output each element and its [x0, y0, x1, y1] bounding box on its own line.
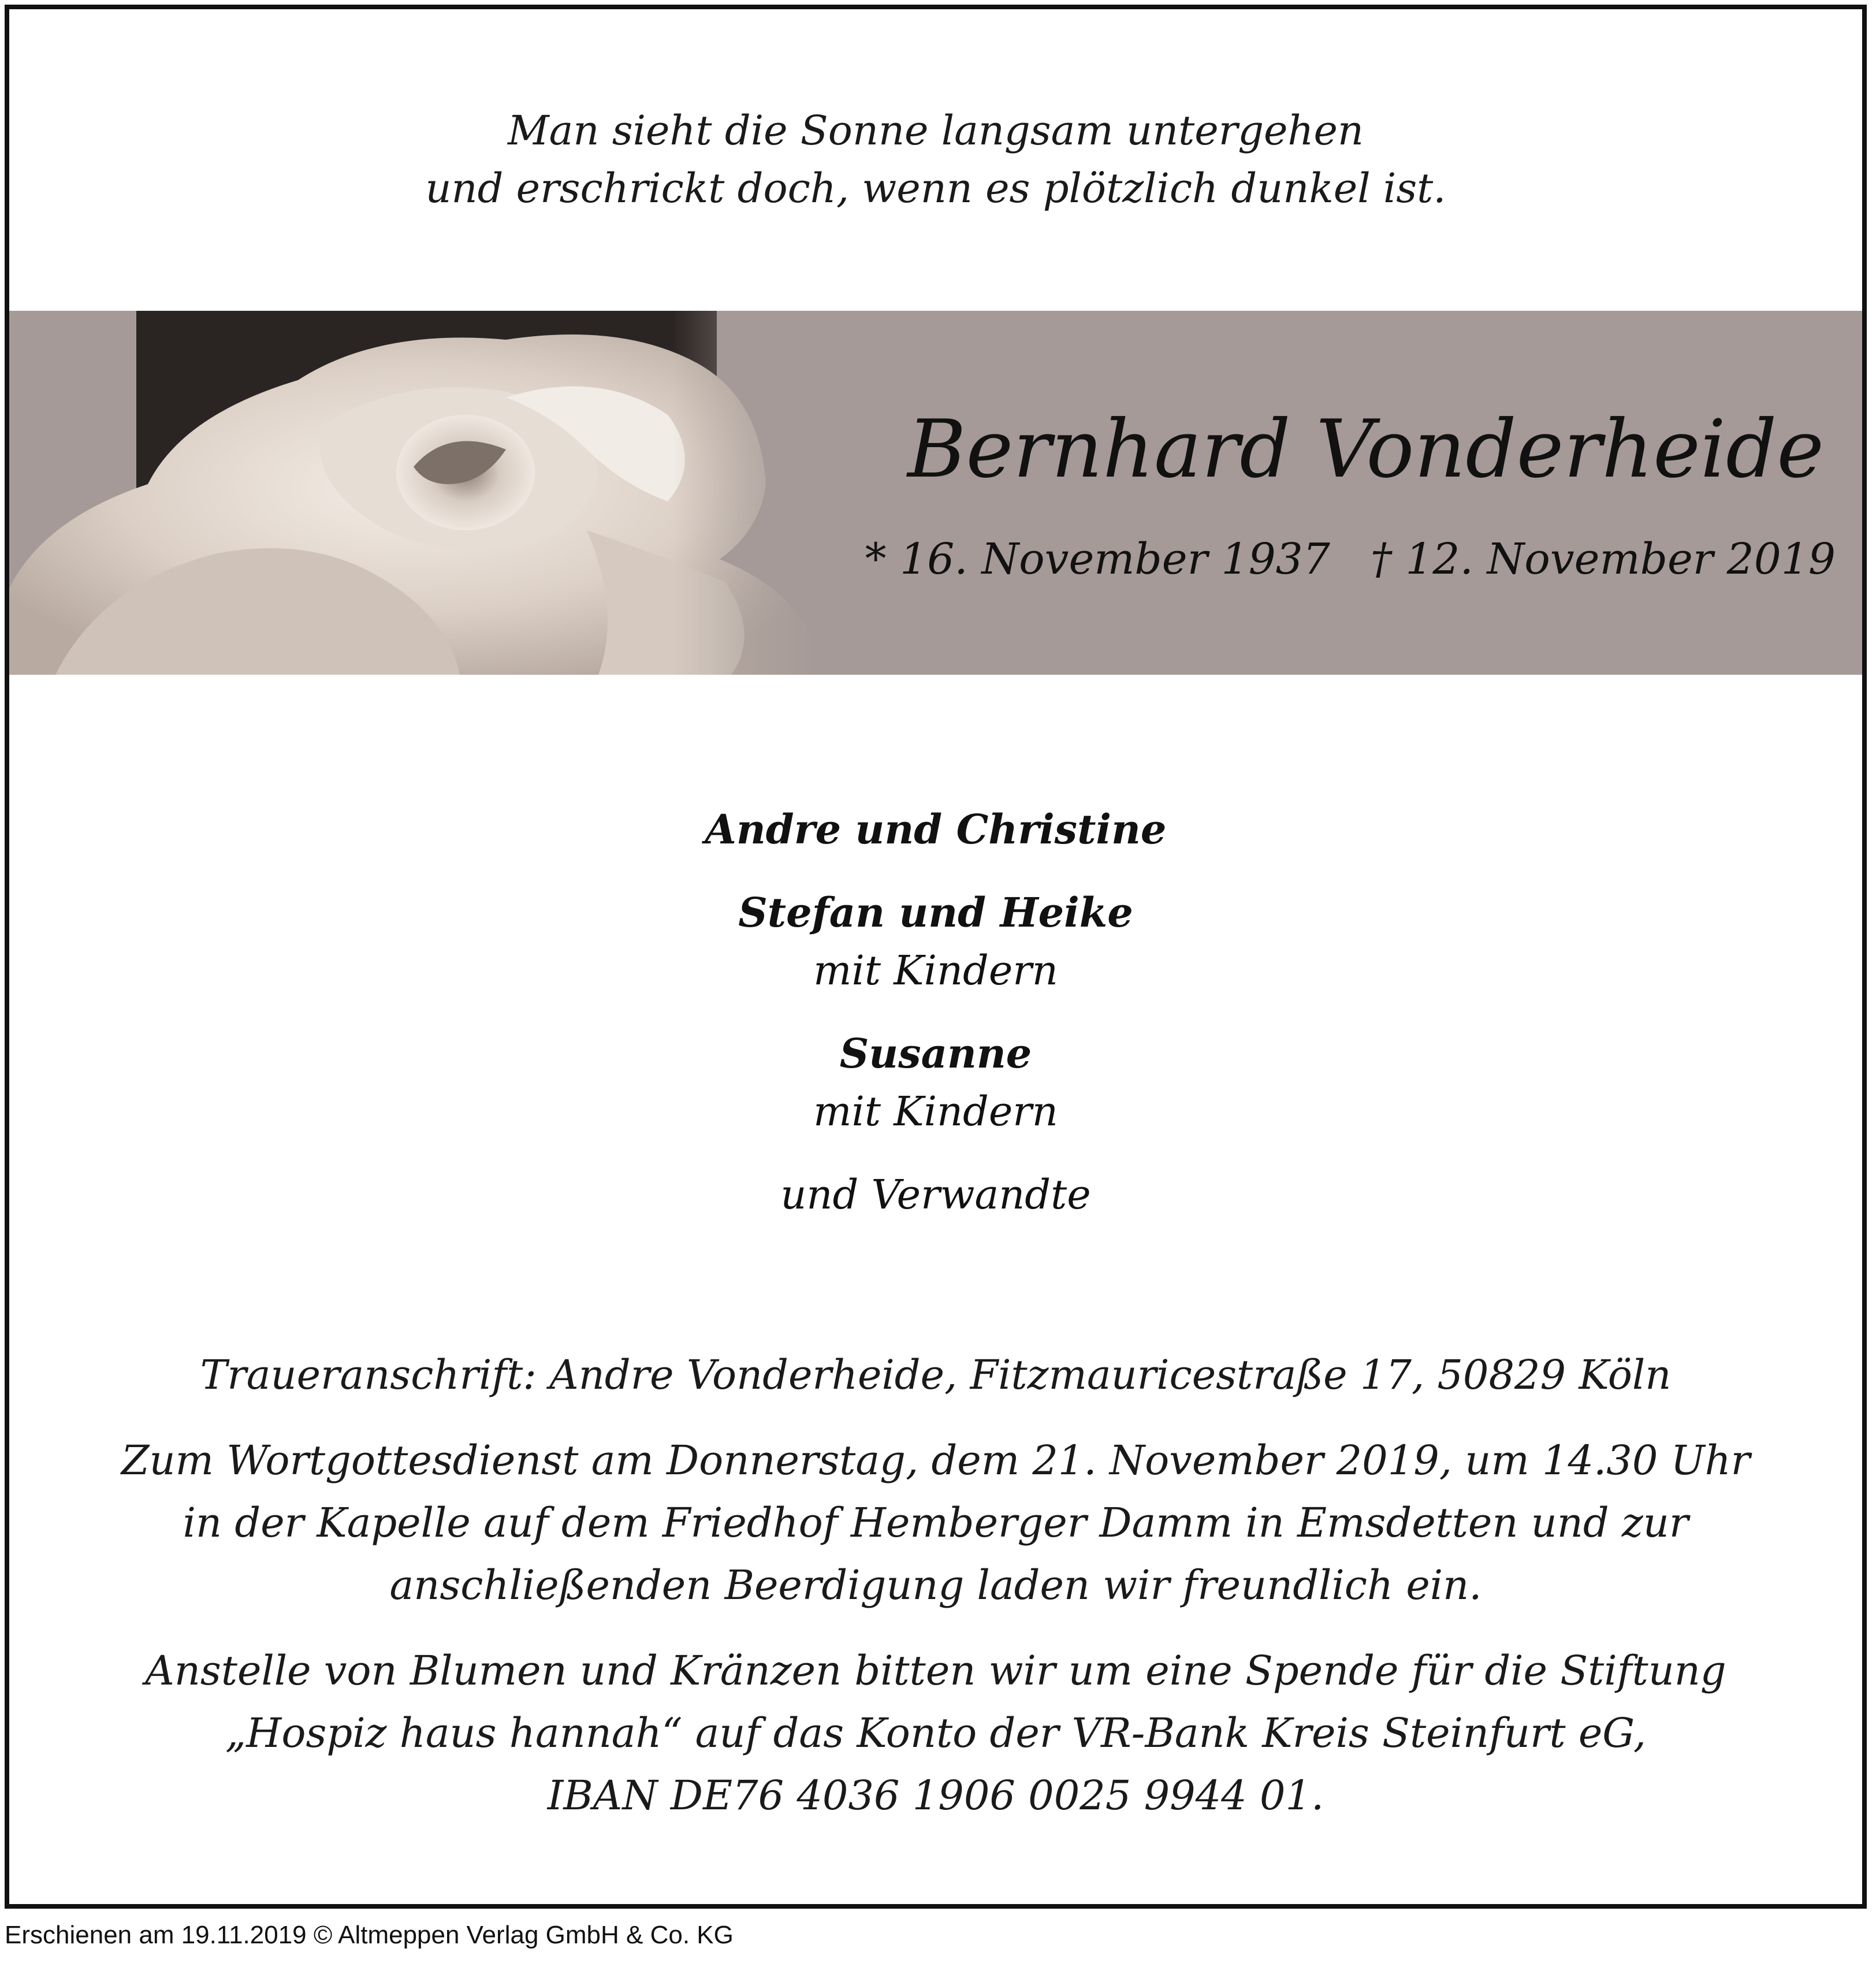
obituary-notice	[5, 5, 1867, 1909]
service-line: in der Kapelle auf dem Friedhof Hemberger Damm in Emsdetten und zur	[183, 1499, 1689, 1546]
service-line: anschließenden Beerdigung laden wir freundlich ein.	[389, 1561, 1482, 1609]
donation-line: Anstelle von Blumen und Kränzen bitten wir um eine Spende für die Stiftung	[145, 1647, 1726, 1694]
quote	[9, 102, 1862, 217]
donation-line: „Hospiz haus hannah“ auf das Konto der VR-Bank Kreis Steinfurt eG,	[225, 1709, 1646, 1757]
service-line: Zum Wortgottesdienst am Donnerstag, dem 21. November 2019, um 14.30 Uhr	[121, 1437, 1751, 1484]
life-dates	[865, 530, 1836, 588]
mourning-address: Traueranschrift: Andre Vonderheide, Fitzmauricestraße 17, 50829 Köln	[200, 1351, 1672, 1399]
funeral-info	[9, 1344, 1862, 1850]
donation-request	[9, 1639, 1862, 1827]
death-date: † 12. November 2019	[1370, 534, 1836, 584]
mourner-name: Susanne	[839, 1029, 1032, 1077]
birth-date: * 16. November 1937	[865, 534, 1330, 584]
deceased-name: Bernhard Vonderheide	[907, 403, 1824, 496]
rose-photo	[9, 311, 818, 675]
mourner-note: mit Kindern	[813, 1088, 1058, 1135]
service-details	[9, 1429, 1862, 1616]
donation-line: IBAN DE76 4036 1906 0025 9944 01.	[547, 1772, 1324, 1819]
mourner-name: Stefan und Heike	[738, 888, 1133, 936]
relatives-line: und Verwandte	[780, 1171, 1091, 1218]
mourner-name: Andre und Christine	[705, 805, 1167, 853]
publication-footer: Erschienen am 19.11.2019 © Altmeppen Verlag GmbH & Co. KG	[5, 1921, 734, 1949]
quote-line-1: Man sieht die Sonne langsam untergehen	[507, 107, 1364, 154]
quote-line-2: und erschrickt doch, wenn es plötzlich dunkel ist.	[425, 165, 1446, 212]
mourner-note: mit Kindern	[813, 947, 1058, 994]
name-band	[9, 311, 1862, 675]
mourners-list	[9, 801, 1862, 1224]
